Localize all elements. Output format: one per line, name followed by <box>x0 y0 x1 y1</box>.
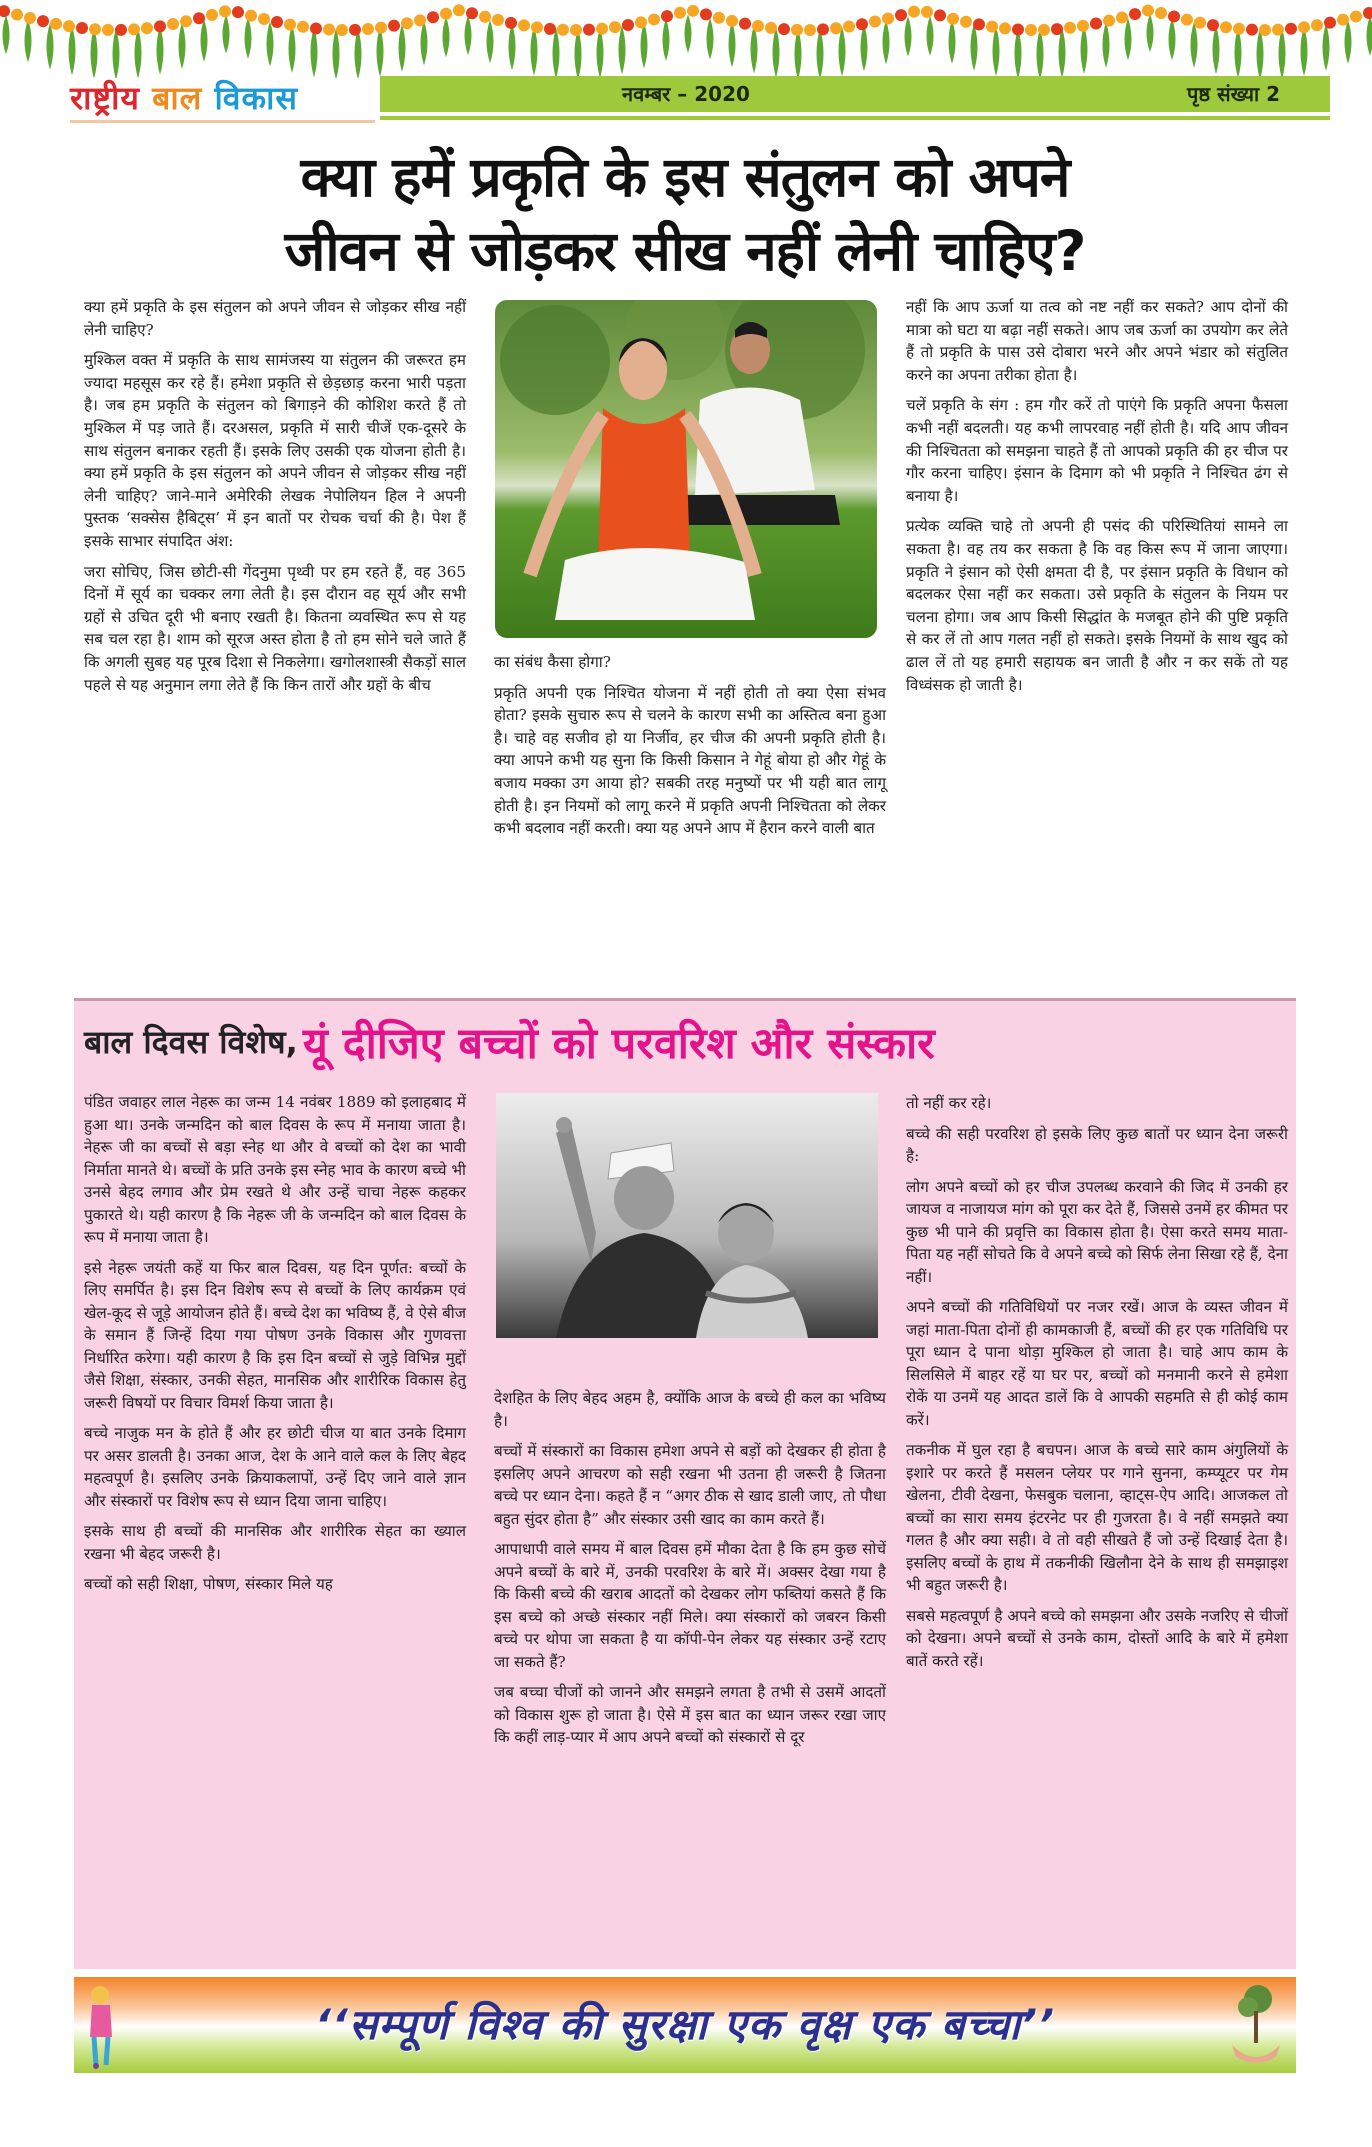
leaf <box>289 24 296 72</box>
marigold <box>765 22 777 34</box>
marigold <box>128 23 140 35</box>
leaf <box>1059 27 1066 78</box>
marigold <box>960 16 972 28</box>
marigold <box>141 22 153 34</box>
marigold <box>375 22 387 34</box>
marigold <box>1220 21 1232 33</box>
newspaper-logo <box>70 76 375 123</box>
marigold <box>245 10 257 22</box>
leaf <box>663 19 670 62</box>
marigold <box>609 21 621 33</box>
marigold <box>1012 23 1024 35</box>
garland-decoration <box>0 0 1372 78</box>
marigold <box>336 24 348 36</box>
marigold <box>1272 24 1284 36</box>
headline-line: जीवन से जोड़कर सीख नहीं लेनी चाहिए? <box>284 219 1086 283</box>
masthead <box>40 76 1330 122</box>
logo-word-rashtriya: राष्ट्रीय <box>70 79 140 117</box>
marigold <box>1129 8 1141 20</box>
leaf <box>333 28 340 78</box>
marigold <box>947 13 959 25</box>
paragraph: क्या हमें प्रकृति के इस संतुलन को अपने जीवन से जोड़कर सीख नहीं लेनी चाहिए? <box>84 298 466 339</box>
headline-line: क्या हमें प्रकृति के इस संतुलन को अपने <box>300 145 1070 209</box>
leaf <box>487 20 494 64</box>
leaf <box>927 16 934 56</box>
marigold <box>1298 21 1310 33</box>
masthead-rule <box>380 116 1330 120</box>
marigold <box>1246 24 1258 36</box>
marigold <box>102 24 114 36</box>
paragraph: जरा सोचिए, जिस छोटी-सी गेंदनुमा पृथ्वी पर हम रहते हैं, वह 365 दिनों में सूर्य का चक्कर लगा लेती है। इस दौरान वह सूर्य और सभी ग्रहों से उचित दूरी भी बनाए रखती है। कितना व्यवस्थित रूप से यह सब चल रहा है। शाम को सूरज अस्त होता है तो हम सोने चले जाते हैं कि अगली सुबह यह पूरब दिशा से निकलेगा। खगोलशास्त्री सैकड़ों साल पहले से यह अनुमान लगा लेते हैं कि किन तारों और ग्रहों के बीच <box>84 562 466 694</box>
leaf <box>1147 14 1154 52</box>
leaf <box>729 22 736 68</box>
marigold <box>648 13 660 25</box>
marigold <box>1363 7 1372 19</box>
leaf <box>245 17 252 58</box>
section-heading <box>84 1012 1304 1074</box>
paragraph: चलें प्रकृति के संग : हम गौर करें तो पाएंगे कि प्रकृति अपना फैसला कभी नहीं बदलती। यह कभी लापरवाह नहीं होती है। यदि आप जीवन की निश्चितता को समझना चाहते हैं तो आपको प्रकृति की हर चीज पर गौर करना चाहिए। इंसान के दिमाग को भी प्रकृति ने निश्चित ढंग से बनाया है। <box>906 396 1288 505</box>
leaf <box>25 19 32 62</box>
marigold <box>804 24 816 36</box>
leaf <box>113 28 120 78</box>
marigold <box>310 22 322 34</box>
marigold <box>76 22 88 34</box>
paragraph: नहीं कि आप ऊर्जा या तत्व को नष्ट नहीं कर सकते? आप दोनों की मात्रा को घटा या बढ़ा नहीं सकते। आप जब ऊर्जा का उपयोग कर लेते हैं तो प्रकृति के पास उसे दोबारा भरने और अपने भंडार को संतुलित करने का अपना तरीका होता है। <box>906 298 1288 384</box>
article2-column-2 <box>494 1387 886 1757</box>
marigold <box>908 6 920 18</box>
article2-column-1 <box>84 1091 466 1604</box>
marigold <box>583 24 595 36</box>
marigold <box>713 12 725 24</box>
marigold <box>1077 20 1089 32</box>
slogan-banner <box>74 1977 1296 2073</box>
marigold <box>1168 10 1180 22</box>
article2-column-3 <box>906 1092 1288 1680</box>
leaf <box>399 24 406 72</box>
issue-date: नवम्बर – 2020 <box>622 82 750 106</box>
paragraph: बच्चों में संस्कारों का विकास हमेशा अपने से बड़ों को देखकर ही होता है इसलिए अपने आचरण को सही रखना भी उतना ही जरूरी है जितना बच्चे पर ध्यान देना। कहते हैं न “अगर ठीक से खाद डाली जाए, तो पौधा बहुत सुंदर होता है” और संस्कार उसी खाद का काम करते हैं। <box>494 1442 886 1528</box>
marigold <box>63 20 75 32</box>
leaf <box>971 23 978 70</box>
leaf <box>1081 25 1088 74</box>
nehru-photo <box>496 1093 878 1338</box>
marigold <box>362 23 374 35</box>
leaf <box>1213 25 1220 74</box>
leaf <box>69 26 76 76</box>
marigold <box>284 19 296 31</box>
leaf <box>685 14 692 52</box>
marigold <box>427 11 439 23</box>
section-kicker: बाल दिवस विशेष, <box>84 1023 298 1061</box>
marigold <box>570 24 582 36</box>
leaf <box>883 20 890 64</box>
marigold <box>1337 14 1349 26</box>
leaf <box>1301 26 1308 76</box>
marigold <box>1207 19 1219 31</box>
marigold <box>999 22 1011 34</box>
marigold <box>24 12 36 24</box>
leaf <box>377 26 384 76</box>
masthead-band <box>380 76 1330 112</box>
marigold <box>635 16 647 28</box>
marigold <box>492 14 504 26</box>
paragraph: बच्चों को सही शिक्षा, पोषण, संस्कार मिले यह <box>84 1575 333 1593</box>
marigold <box>206 9 218 21</box>
marigold <box>1350 10 1362 22</box>
marigold <box>1051 23 1063 35</box>
marigold <box>323 24 335 36</box>
marigold <box>791 24 803 36</box>
tree-in-hands-icon <box>1226 1983 1286 2069</box>
marigold <box>1311 19 1323 31</box>
marigold <box>531 21 543 33</box>
marigold <box>89 23 101 35</box>
leaf <box>1103 22 1110 68</box>
leaf <box>597 27 604 78</box>
marigold <box>661 10 673 22</box>
leaf <box>531 26 538 76</box>
leaf <box>201 19 208 62</box>
marigold <box>11 9 23 21</box>
paragraph: इसे नेहरू जयंती कहें या फिर बाल दिवस, यह दिन पूर्णत: बच्चों के लिए समर्पित है। इस दिन विशेष रूप से बच्चों के लिए कार्यक्रम एवं खेल-कूद से जूड़े आयोजन होते हैं। बच्चे देश का भविष्य हैं, वे ऐसे बीज के समान हैं जिन्हें दिया गया पोषण उनके विकास और गुणवत्ता निर्धारित करेगा। यही कारण है कि इस दिन बच्चों से जुड़े विभिन्न मुद्दों जैसे शिक्षा, संस्कार, उनकी सेहत, मानसिक और शारीरिक विकास हेतु जरूरी विषयों पर विचार विमर्श किया जाता है। <box>84 1258 466 1412</box>
marigold <box>557 24 569 36</box>
page-number: पृष्ठ संख्या 2 <box>1187 82 1280 106</box>
marigold <box>219 5 231 17</box>
leaf <box>861 24 868 72</box>
leaf <box>3 15 10 54</box>
leaf <box>949 20 956 64</box>
leaf <box>267 21 274 66</box>
marigold <box>167 18 179 30</box>
marigold <box>518 19 530 31</box>
leaf <box>641 22 648 68</box>
paragraph: मुश्किल वक्त में प्रकृति के साथ सामंजस्य या संतुलन की जरूरत हम ज्यादा महसूस कर रहे हैं। हमेशा प्रकृति से छेड़छाड़ करना भारी पड़ता है। जब हम प्रकृति के संतुलन को बिगाड़ने की कोशिश करते हैं तो मुश्किल में पड़ जाते हैं। दरअसल, प्रकृति में सारी चीजें एक-दूसरे के साथ संतुलन बनाकर रहती हैं। इसके लिए उसकी एक योजना होती है। क्या हमें प्रकृति के इस संतुलन को अपने जीवन से जोड़कर सीख नहीं लेनी चाहिए? जाने-माने अमेरिकी लेखक नेपोलियन हिल ने अपनी पुस्तक ‘सक्सेस हैबिट्स’ में इन बातों पर रोचक चर्चा की है। पेश हैं इसके साभार संपादित अंश: <box>84 351 466 550</box>
marigold <box>388 20 400 32</box>
marigold <box>1025 24 1037 36</box>
marigold <box>817 23 829 35</box>
marigold <box>778 23 790 35</box>
marigold <box>973 18 985 30</box>
paragraph: तकनीक में घुल रहा है बचपन। आज के बच्चे सारे काम अंगुलियों के इशारे पर करते हैं मसलन प्लेयर पर गाने सुनना, कम्प्यूटर पर गेम खेलना, टीवी देखना, फेसबुक चलाना, व्हाट्स-ऐप आदि। आजकल तो बच्चों का सारा समय इंटरनेट पर ही गुजरता है। वे नहीं समझते क्या गलत है और क्या सही। वे तो वही सीखते हैं जो उन्हें दिखाई देता है। इसलिए बच्चों के हाथ में तकनीकी खिलौना देने के साथ ही समझाइश भी बहुत जरूरी है। <box>906 1441 1288 1594</box>
marigold <box>232 6 244 18</box>
paragraph: का संबंध कैसा होगा? <box>494 653 611 671</box>
slogan-text: ‘‘सम्पूर्ण विश्व की सुरक्षा एक वृक्ष एक बच्चा’’ <box>314 2000 1056 2049</box>
marigold <box>674 7 686 19</box>
leaf <box>707 18 714 60</box>
marigold <box>856 18 868 30</box>
marigold <box>1181 14 1193 26</box>
leaf <box>839 26 846 76</box>
paragraph: प्रकृति अपनी एक निश्चित योजना में नहीं होती तो क्या ऐसा संभव होता? इसके सुचारु रूप से चलने के कारण सभी का अस्तित्व बना हुआ है। चाहे वह सजीव हो या निर्जीव, हर चीज की अपनी प्रकृति होती है। क्या आपने कभी यह सुना कि किसी किसान ने गेहूं बोया हो और गेहूं के बजाय मक्का उग आया हो? सबकी तरह मनुष्यों पर भी यही बात लागू होती है। इन नियमों को लागू करने में प्रकृति अपनी निश्चितता को लेकर कभी बदलाव नहीं करती। क्या यह अपने आप में हैरान करने वाली बात <box>494 683 886 838</box>
leaf <box>1125 18 1132 60</box>
marigold <box>1194 17 1206 29</box>
marigold <box>700 8 712 20</box>
marigold <box>882 12 894 24</box>
article1-column-3 <box>906 296 1288 704</box>
marigold <box>349 24 361 36</box>
leaf <box>1235 27 1242 78</box>
leaf <box>1191 22 1198 68</box>
marigold <box>1285 23 1297 35</box>
leaf <box>1323 23 1330 70</box>
paragraph: इसके साथ ही बच्चों की मानसिक और शारीरिक सेहत का ख्याल रखना भी बेहद जरूरी है। <box>84 1522 466 1563</box>
marigold <box>830 22 842 34</box>
marigold <box>1259 24 1271 36</box>
paragraph: सबसे महत्वपूर्ण है अपने बच्चे को समझना और उसके नजरिए से चीजों को देखना। अपने बच्चों से उनके काम, दोस्तों आदि के बारे में हमेशा बातें करते रहें। <box>906 1606 1288 1670</box>
leaf <box>179 23 186 70</box>
marigold <box>843 20 855 32</box>
marigold <box>115 24 127 36</box>
marigold <box>1324 17 1336 29</box>
article1-column-2 <box>494 651 886 848</box>
marigold <box>752 20 764 32</box>
leaf <box>421 21 428 66</box>
leaf <box>509 23 516 70</box>
marigold <box>453 4 465 16</box>
paragraph: बच्चे नाजुक मन के होते हैं और हर छोटी चीज या बात उनके दिमाग पर असर डालती है। उनका आज, देश के आने वाले कल के लिए बेहद महत्वपूर्ण है। इसलिए उनके क्रियाकलापों, उन्हें दिए जाने वाले ज्ञान और संस्कारों पर विशेष रूप से ध्यान दिया जाना चाहिए। <box>84 1424 466 1510</box>
paragraph: बच्चे की सही परवरिश हो इसके लिए कुछ बातों पर ध्यान देना जरूरी है: <box>906 1124 1288 1165</box>
section-title: यूं दीजिए बच्चों को परवरिश और संस्कार <box>302 1019 935 1069</box>
leaf <box>1257 28 1264 78</box>
leaf <box>1169 18 1176 60</box>
leaf <box>553 28 560 78</box>
marigold <box>596 23 608 35</box>
marigold <box>1142 5 1154 17</box>
marigold <box>479 11 491 23</box>
marigold <box>37 15 49 27</box>
leaf <box>47 23 54 70</box>
leaf <box>993 26 1000 76</box>
marigold <box>505 17 517 29</box>
logo-word-vikas: विकास <box>214 79 299 117</box>
marigold <box>297 21 309 33</box>
paragraph: आपाधापी वाले समय में बाल दिवस हमें मौका देता है कि हम कुछ सोचें अपने बच्चों के बारे में, उनकी परवरिश के बारे में। अक्सर देखा गया है कि किसी बच्चे की खराब आदतों को देखकर लोग फब्तियां कसते हैं कि इस बच्चे को अच्छे संस्कार नहीं मिले। क्या संस्कारों को जबरन किसी बच्चे पर थोपा जा सकता है या कॉपी-पेन लेकर यह संस्कार उन्हें रटाए जा सकते हैं? <box>494 1540 886 1671</box>
marigold <box>1038 24 1050 36</box>
paragraph: प्रत्येक व्यक्ति चाहे तो अपनी ही पसंद की परिस्थितियां सामने ला सकता है। वह तय कर सकता है कि वह किस रूप में जाना जाएगा। प्रकृति ने इंसान को ऐसी क्षमता दी है, पर इंसान प्रकृति के विधान को बदलकर ऐसा नहीं कर सकता। उसे प्रकृति के संतुलन के नियम पर चलना होगा। जब आप किसी सिद्धांत के मजबूत होने की पुष्टि प्रकृति से कर लें तो आप गलत नहीं हो सकते। इसके नियमों के साथ खुद को ढाल लें तो यह हमारी सहायक बन जाती है और न कर सकें तो यह विध्वंसक हो जाती है। <box>906 517 1288 694</box>
logo-word-baal: बाल <box>152 79 203 117</box>
marigold <box>726 15 738 27</box>
leaf <box>223 15 230 54</box>
marigold <box>869 16 881 28</box>
marigold <box>739 18 751 30</box>
marigold <box>687 5 699 17</box>
marigold <box>1103 15 1115 27</box>
marigold <box>622 19 634 31</box>
paragraph: जब बच्चा चीजों को जानने और समझने लगता है तभी से उसमें आदतों को विकास शुरू हो जाता है। ऐसे में इस बात का ध्यान जरूर रखा जाए कि कहीं लाड़-प्यार में आप अपने बच्चों को संस्कारों से दूर <box>494 1683 886 1746</box>
marigold <box>258 13 270 25</box>
marigold <box>440 8 452 20</box>
marigold <box>1233 23 1245 35</box>
paragraph: अपने बच्चों की गतिविधियों पर नजर रखें। आज के व्यस्त जीवन में जहां माता-पिता दोनों ही कामकाजी हैं, बच्चों की हर एक गतिविधि पर पूरा ध्यान दे पाना थोड़ा मुश्किल हो जाता है। चाहे आप काम के सिलसिले में बाहर रहें या घर पर, बच्चों को मनमानी करने से हमेशा रोकें या उनमें यह आदत डालें कि वे आपकी सहमति से ही कोई काम करें। <box>906 1298 1288 1429</box>
article1-column-1 <box>84 296 466 704</box>
leaf <box>1367 16 1372 56</box>
marigold <box>180 15 192 27</box>
marigold <box>154 20 166 32</box>
paragraph: पंडित जवाहर लाल नेहरू का जन्म 14 नवंबर 1889 को इलाहबाद में हुआ था। उनके जन्मदिन को बाल दिवस के रूप में मनाया जाता है। नेहरू जी का बच्चों से बड़ा स्नेह था और वे बच्चों को देश का भावी निर्माता मानते थे। बच्चों के प्रति उनके इस स्नेह भाव के कारण बच्चे भी उनसे बेहद लगाव और प्रेम रखते थे और उन्हें चाचा नेहरू कहकर पुकारते थे। यही कारण है कि नेहरू जी के जन्मदिन को बाल दिवस के रूप में मनाया जाता है। <box>84 1093 466 1246</box>
marigold <box>986 21 998 33</box>
paragraph: देशहित के लिए बेहद अहम है, क्योंकि आज के बच्चे ही कल का भविष्य है। <box>494 1389 886 1430</box>
headline <box>50 140 1320 288</box>
paragraph: लोग अपने बच्चों को हर चीज उपलब्ध करवाने की जिद में उनकी हर जायज व नाजायज मांग को पूरा कर देते हैं, जिससे उनमें हर कीमत पर कुछ भी पाने की प्रवृत्ति का विकास होता है। ऐसा करते समय माता-पिता यह नहीं सोचते कि वे अपने बच्चे को सिर्फ लेना सिखा रहे हैं, देना नहीं। <box>906 1177 1288 1286</box>
marigold <box>50 18 62 30</box>
marigold <box>1064 22 1076 34</box>
leaf <box>773 27 780 78</box>
leaf <box>751 25 758 74</box>
marigold <box>895 9 907 21</box>
marigold <box>401 17 413 29</box>
marigold <box>544 23 556 35</box>
marigold <box>414 14 426 26</box>
marigold <box>921 6 933 18</box>
marigold <box>271 16 283 28</box>
marigold <box>1090 17 1102 29</box>
leaf <box>1345 20 1352 64</box>
paragraph: तो नहीं कर रहे। <box>906 1094 992 1112</box>
marigold <box>193 12 205 24</box>
marigold <box>0 5 10 17</box>
leaf <box>465 16 472 56</box>
marigold <box>934 9 946 21</box>
yoga-photo <box>495 300 877 638</box>
leaf <box>443 17 450 58</box>
leaf <box>619 25 626 74</box>
marigold <box>466 7 478 19</box>
leaf <box>905 16 912 56</box>
marigold <box>1116 11 1128 23</box>
marigold <box>1155 7 1167 19</box>
leaf <box>157 25 164 74</box>
